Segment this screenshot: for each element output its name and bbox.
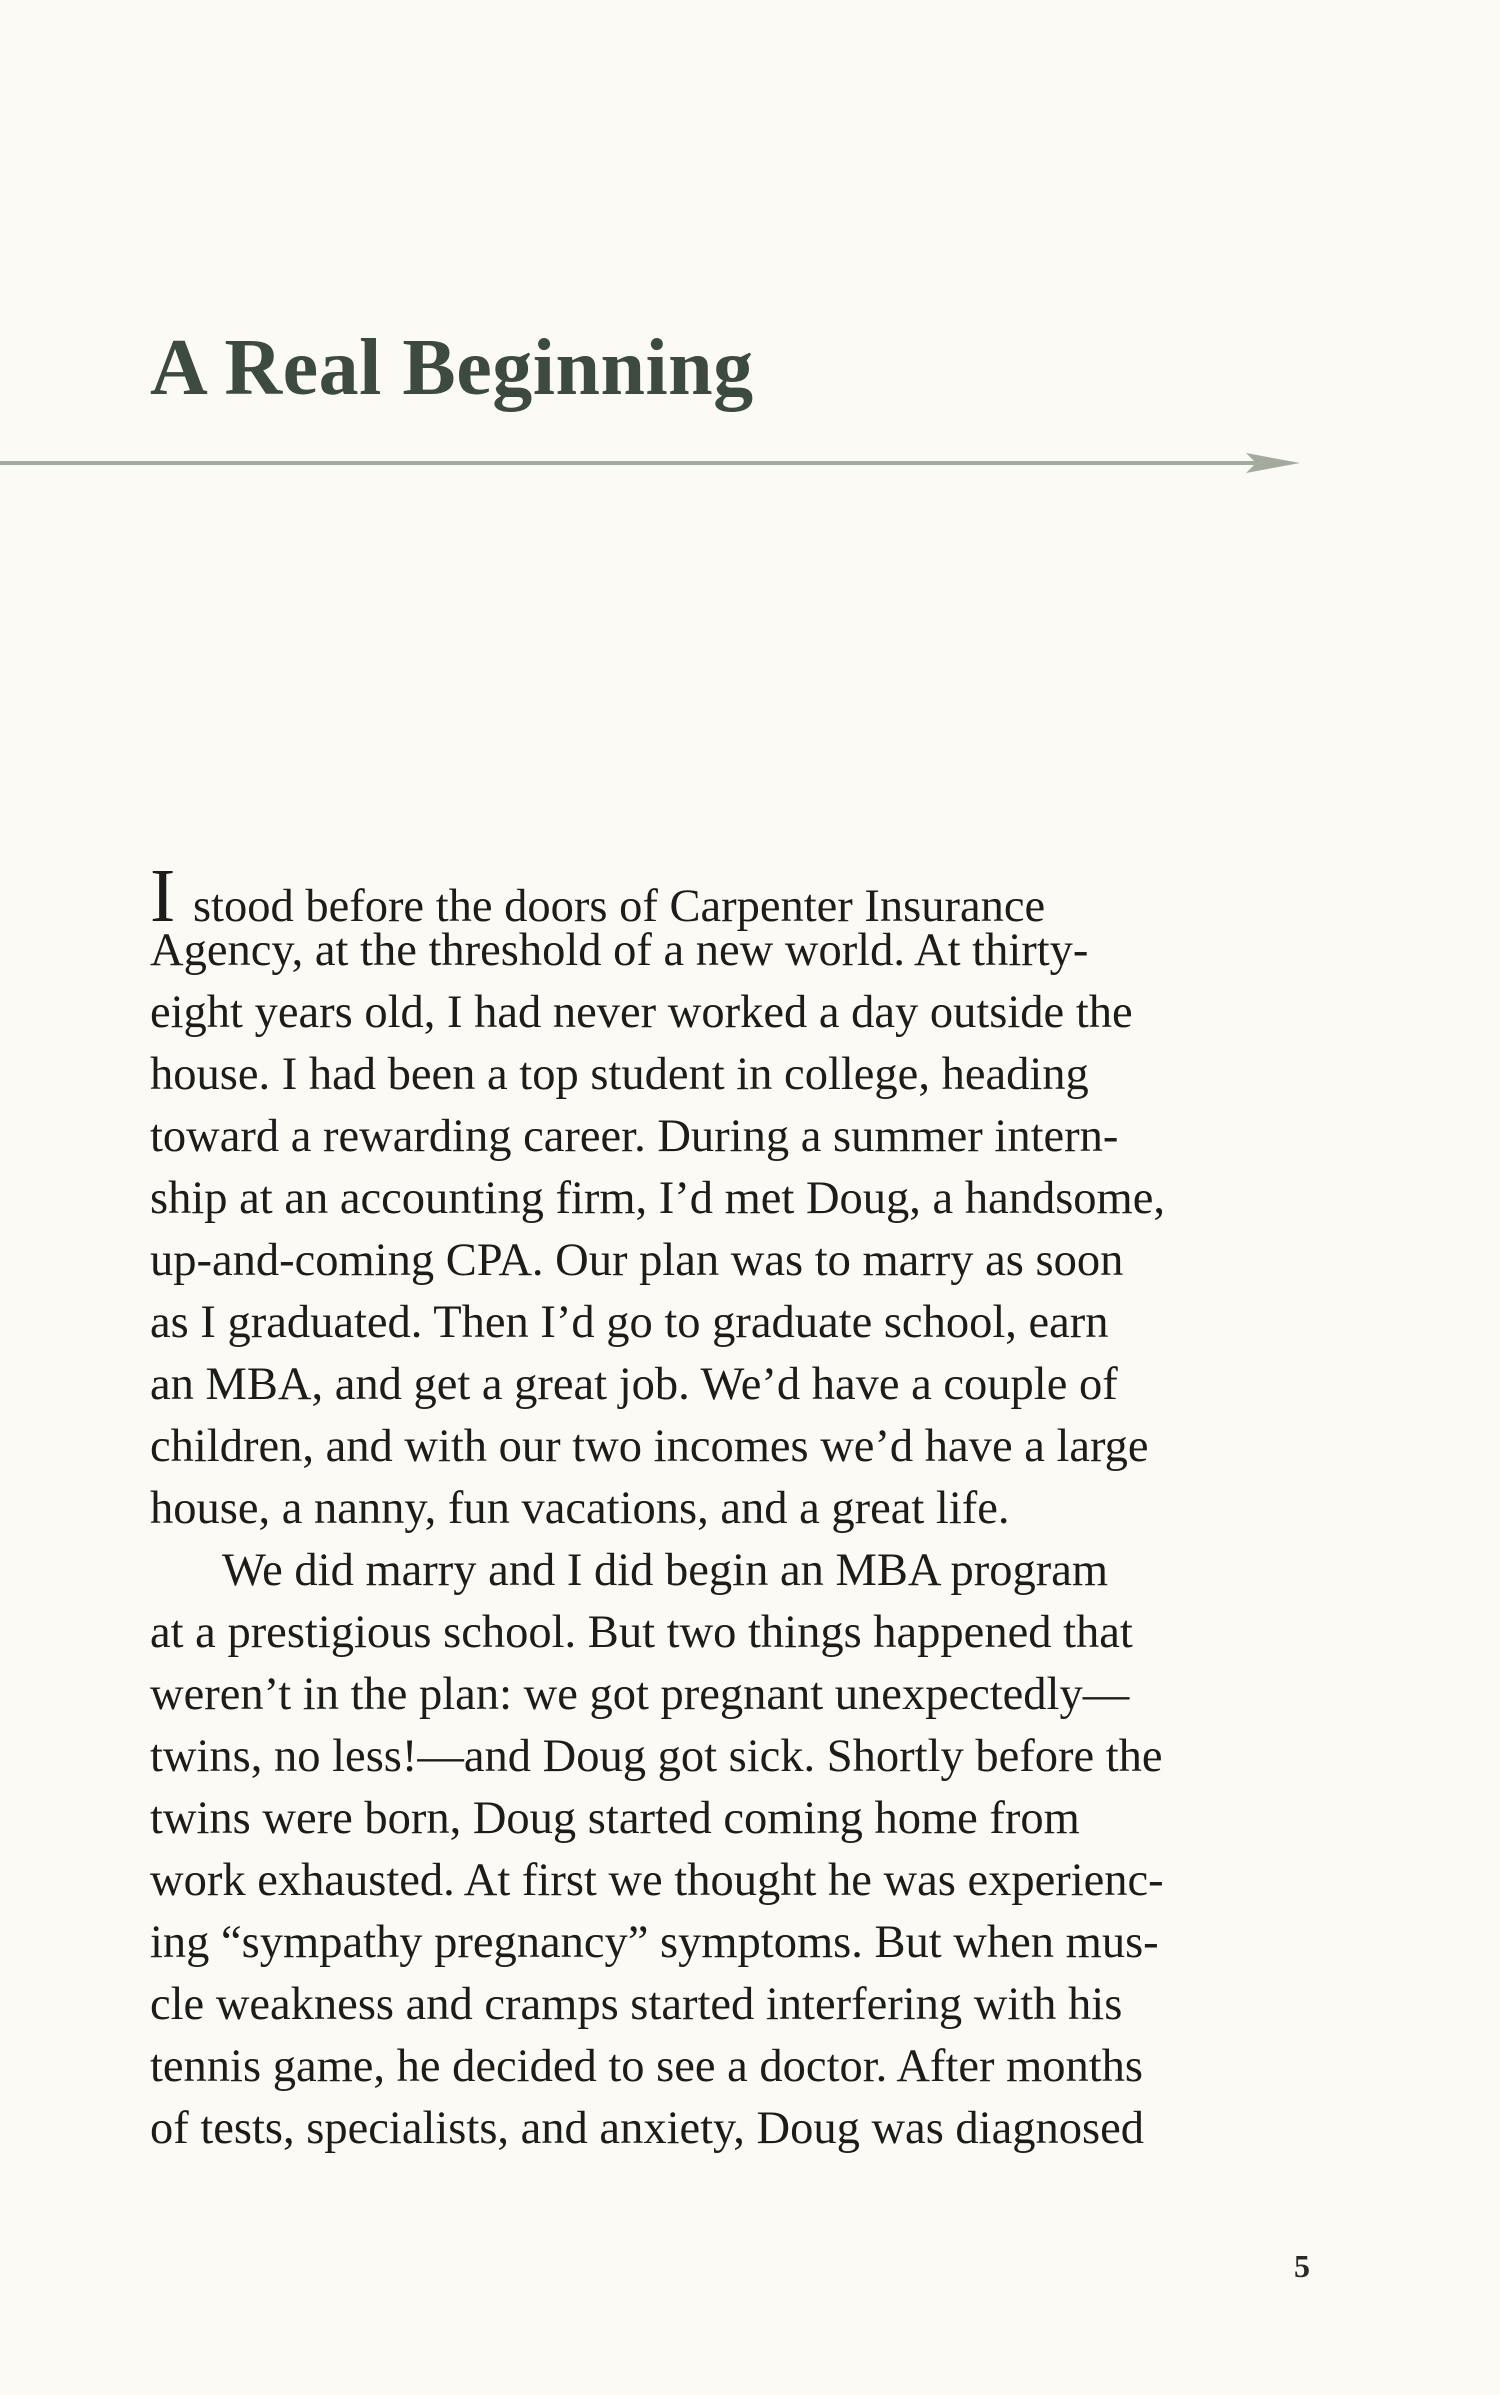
text-line: ing “sympathy pregnancy” symptoms. But when mus- bbox=[150, 1917, 1159, 1968]
chapter-title: A Real Beginning bbox=[150, 324, 754, 412]
text-line: We did marry and I did begin an MBA program bbox=[222, 1545, 1109, 1596]
text-line: of tests, specialists, and anxiety, Doug was diagnosed bbox=[150, 2103, 1144, 2154]
drop-cap: I bbox=[150, 854, 176, 938]
text-line: house, a nanny, fun vacations, and a great life. bbox=[150, 1483, 1010, 1534]
text-line: eight years old, I had never worked a day outside the bbox=[150, 987, 1133, 1038]
title-arrow-rule bbox=[0, 448, 1310, 478]
text-line: cle weakness and cramps started interfering with his bbox=[150, 1979, 1123, 2030]
text-line: house. I had been a top student in college, heading bbox=[150, 1049, 1089, 1100]
text-line: ship at an accounting firm, I’d met Doug, a handsome, bbox=[150, 1173, 1165, 1224]
text-line: children, and with our two incomes we’d have a large bbox=[150, 1421, 1149, 1472]
text-line: as I graduated. Then I’d go to graduate school, earn bbox=[150, 1297, 1109, 1348]
text-line-content: stood before the doors of Carpenter Insurance bbox=[181, 881, 1046, 932]
text-line: tennis game, he decided to see a doctor. After months bbox=[150, 2041, 1144, 2092]
text-line bbox=[150, 854, 1310, 938]
text-line: an MBA, and get a great job. We’d have a couple of bbox=[150, 1359, 1118, 1410]
chapter-body bbox=[150, 854, 1310, 2160]
text-line: toward a rewarding career. During a summer intern- bbox=[150, 1111, 1119, 1162]
text-line: at a prestigious school. But two things happened that bbox=[150, 1607, 1133, 1658]
text-line: twins were born, Doug started coming home from bbox=[150, 1793, 1080, 1844]
page-number: 5 bbox=[1294, 2248, 1310, 2284]
text-line: work exhausted. At first we thought he was experienc- bbox=[150, 1855, 1164, 1906]
text-line: twins, no less!—and Doug got sick. Shortly before the bbox=[150, 1731, 1163, 1782]
text-line: Agency, at the threshold of a new world. At thirty- bbox=[150, 925, 1089, 976]
text-line: up-and-coming CPA. Our plan was to marry as soon bbox=[150, 1235, 1124, 1286]
text-line: weren’t in the plan: we got pregnant unexpectedly— bbox=[150, 1669, 1130, 1720]
